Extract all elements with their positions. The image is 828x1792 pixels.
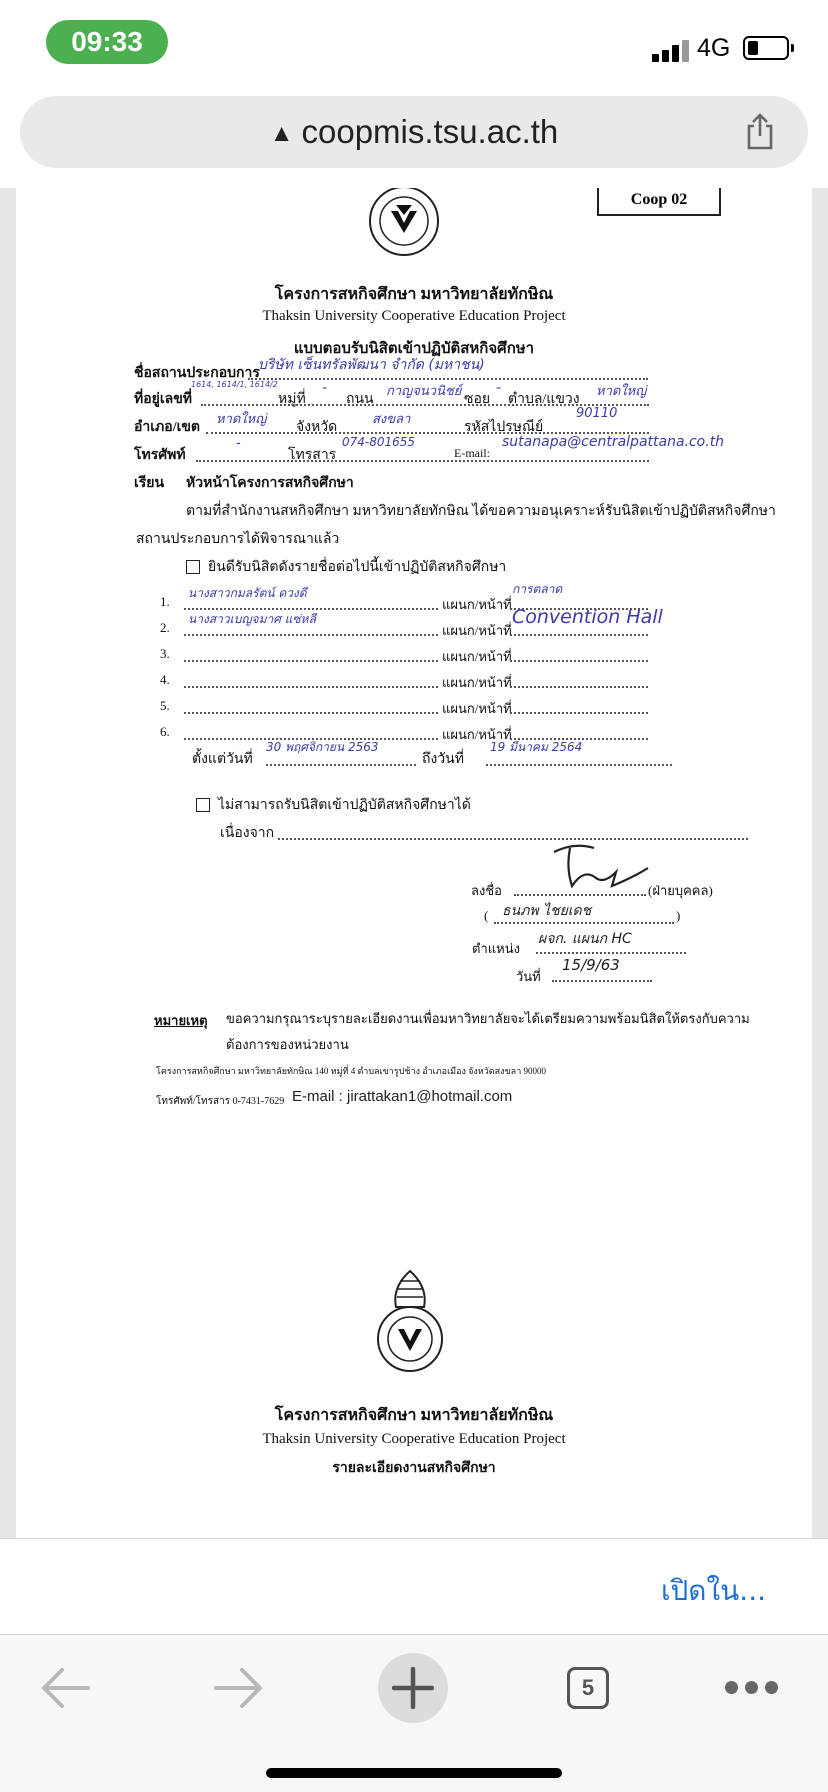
student-row-number: 2. bbox=[160, 620, 170, 635]
student-row-number: 5. bbox=[160, 698, 170, 713]
doc-title-en: Thaksin University Cooperative Education Project bbox=[262, 308, 566, 324]
forward-arrow-icon[interactable] bbox=[212, 1665, 266, 1711]
url-text: coopmis.tsu.ac.th bbox=[301, 113, 559, 150]
page2-subtitle: รายละเอียดงานสหกิจศึกษา bbox=[332, 1461, 496, 1476]
phone-label: โทรศัพท์ bbox=[134, 448, 186, 463]
address-no-label: ที่อยู่เลขที่ bbox=[134, 392, 193, 407]
dear-prefix: เรียน bbox=[134, 476, 165, 491]
note-line-1: ขอความกรุณาระบุรายละเอียดงานเพื่อมหาวิทยาลัยจะได้เตรียมความพร้อมนิสิตให้ตรงกับความ bbox=[226, 1011, 750, 1026]
pdf-page-1 bbox=[16, 188, 812, 1416]
email-value: sutanapa@centralpattana.co.th bbox=[502, 434, 725, 450]
student-dept-label: แผนก/หน้าที่ bbox=[442, 597, 512, 612]
date-label: วันที่ bbox=[516, 969, 541, 984]
fax-label: โทรสาร bbox=[288, 448, 337, 463]
subdistrict-value: หาดใหญ่ bbox=[596, 384, 647, 399]
student-dept-label: แผนก/หน้าที่ bbox=[442, 675, 512, 690]
student-dept-label: แผนก/หน้าที่ bbox=[442, 623, 512, 638]
soi-label: ซอย bbox=[464, 392, 491, 407]
status-time: 09:33 bbox=[46, 20, 168, 64]
postcode-label: รหัสไปรษณีย์ bbox=[464, 420, 544, 435]
accept-checkbox bbox=[186, 560, 200, 574]
company-value: บริษัท เซ็นทรัลพัฒนา จำกัด (มหาชน) bbox=[258, 357, 485, 373]
footer-address: โครงการสหกิจศึกษา มหาวิทยาลัยทักษิณ 140 หมู่ที่ 4 ตำบลเขารูปช้าง อำเภอเมือง จังหวัดสงขลา 90000 bbox=[156, 1066, 547, 1076]
student-row-number: 6. bbox=[160, 724, 170, 739]
student-dept: Convention Hall bbox=[512, 606, 663, 628]
student-row-number: 4. bbox=[160, 672, 170, 687]
address-bar[interactable] bbox=[20, 96, 808, 168]
reject-checkbox bbox=[196, 798, 210, 812]
address-bar-content[interactable] bbox=[20, 96, 808, 168]
tab-switcher-button[interactable]: 5 bbox=[567, 1667, 609, 1709]
back-arrow-icon[interactable] bbox=[38, 1665, 92, 1711]
subdistrict-label: ตำบล/แขวง bbox=[508, 392, 580, 407]
student-dept: การตลาด bbox=[512, 582, 563, 596]
moo-value: - bbox=[322, 380, 328, 396]
plus-icon bbox=[392, 1667, 434, 1709]
signal-strength-icon bbox=[652, 38, 692, 62]
new-tab-button[interactable] bbox=[378, 1653, 448, 1723]
form-title: แบบตอบรับนิสิตเข้าปฏิบัติสหกิจศึกษา bbox=[293, 341, 535, 357]
warning-icon: ▲ bbox=[269, 120, 294, 147]
district-value: หาดใหญ่ bbox=[216, 412, 267, 427]
student-dept-label: แผนก/หน้าที่ bbox=[442, 649, 512, 664]
student-name: นางสาวเบญจมาศ แซ่หลี bbox=[188, 612, 316, 626]
from-date-value: 30 พฤศจิกายน 2563 bbox=[266, 740, 379, 754]
signer-name: ธนภพ ไชยเดช bbox=[502, 903, 592, 919]
from-date-label: ตั้งแต่วันที่ bbox=[192, 752, 253, 767]
student-dept-label: แผนก/หน้าที่ bbox=[442, 727, 512, 742]
network-type: 4G bbox=[697, 34, 731, 62]
signer-open-paren: ( bbox=[484, 908, 489, 923]
pdf-page-2 bbox=[16, 1245, 812, 1538]
hr-label: (ฝ่ายบุคคล) bbox=[648, 883, 713, 898]
to-date-label: ถึงวันที่ bbox=[422, 752, 464, 767]
form-code-box: Coop 02 bbox=[597, 188, 721, 216]
soi-value: - bbox=[496, 380, 502, 396]
fax-value: 074-801655 bbox=[342, 435, 416, 449]
student-row-number: 3. bbox=[160, 646, 170, 661]
doc-title-th: โครงการสหกิจศึกษา มหาวิทยาลัยทักษิณ bbox=[274, 286, 554, 303]
address-no-value: 1614, 1614/1, 1614/2 bbox=[191, 380, 278, 389]
road-label: ถนน bbox=[346, 392, 374, 407]
dear-recipient: หัวหน้าโครงการสหกิจศึกษา bbox=[186, 476, 354, 491]
signer-close-paren: ) bbox=[676, 908, 681, 923]
open-in-banner bbox=[0, 1538, 828, 1634]
page2-title-th: โครงการสหกิจศึกษา มหาวิทยาลัยทักษิณ bbox=[274, 1407, 554, 1424]
phone-value: - bbox=[236, 436, 241, 451]
open-in-button[interactable]: เปิดใน... bbox=[660, 1574, 766, 1607]
company-label: ชื่อสถานประกอบการ bbox=[134, 366, 260, 381]
battery-nub bbox=[791, 44, 794, 52]
moo-label: หมู่ที่ bbox=[278, 392, 306, 407]
province-value: สงขลา bbox=[372, 412, 411, 427]
note-label: หมายเหตุ bbox=[154, 1013, 208, 1028]
postcode-value: 90110 bbox=[576, 406, 618, 421]
status-bar bbox=[0, 0, 828, 92]
share-icon[interactable] bbox=[740, 112, 780, 152]
district-label: อำเภอ/เขต bbox=[134, 420, 201, 435]
to-date-value: 19 มีนาคม 2564 bbox=[490, 740, 583, 754]
province-label: จังหวัด bbox=[296, 420, 338, 435]
battery-icon bbox=[743, 36, 789, 60]
home-indicator[interactable] bbox=[266, 1768, 562, 1778]
student-name: นางสาวกมลรัตน์ ดวงดี bbox=[188, 586, 307, 600]
more-menu-icon[interactable] bbox=[725, 1681, 779, 1695]
body-line-2: สถานประกอบการได้พิจารณาแล้ว bbox=[136, 532, 340, 547]
student-row-number: 1. bbox=[160, 594, 170, 609]
university-seal-logo-2 bbox=[372, 1267, 448, 1377]
date-value: 15/9/63 bbox=[562, 956, 620, 974]
accept-label: ยินดีรับนิสิตดังรายชื่อต่อไปนี้เข้าปฏิบัติสหกิจศึกษา bbox=[208, 560, 507, 575]
student-dept-label: แผนก/หน้าที่ bbox=[442, 701, 512, 716]
because-label: เนื่องจาก bbox=[220, 826, 275, 841]
footer-email: E-mail : jirattakan1@hotmail.com bbox=[292, 1088, 513, 1105]
sign-label: ลงชื่อ bbox=[471, 883, 502, 898]
road-value: กาญจนวนิชย์ bbox=[386, 384, 462, 399]
reject-label: ไม่สามารถรับนิสิตเข้าปฏิบัติสหกิจศึกษาได้ bbox=[218, 798, 471, 813]
email-label: E-mail: bbox=[454, 446, 490, 460]
note-line-2: ต้องการของหน่วยงาน bbox=[226, 1037, 349, 1052]
pdf-viewer[interactable] bbox=[0, 188, 828, 1538]
university-seal-logo bbox=[366, 188, 442, 259]
body-line-1: ตามที่สำนักงานสหกิจศึกษา มหาวิทยาลัยทักษิณ ได้ขอความอนุเคราะห์รับนิสิตเข้าปฏิบัติสหกิจศึกษา bbox=[186, 504, 776, 519]
signature-image bbox=[544, 838, 654, 894]
page2-title-en: Thaksin University Cooperative Education Project bbox=[262, 1431, 566, 1447]
position-value: ผจก. แผนก HC bbox=[538, 931, 632, 947]
position-label: ตำแหน่ง bbox=[472, 941, 520, 956]
footer-phone: โทรศัพท์/โทรสาร 0-7431-7629 bbox=[156, 1096, 285, 1107]
